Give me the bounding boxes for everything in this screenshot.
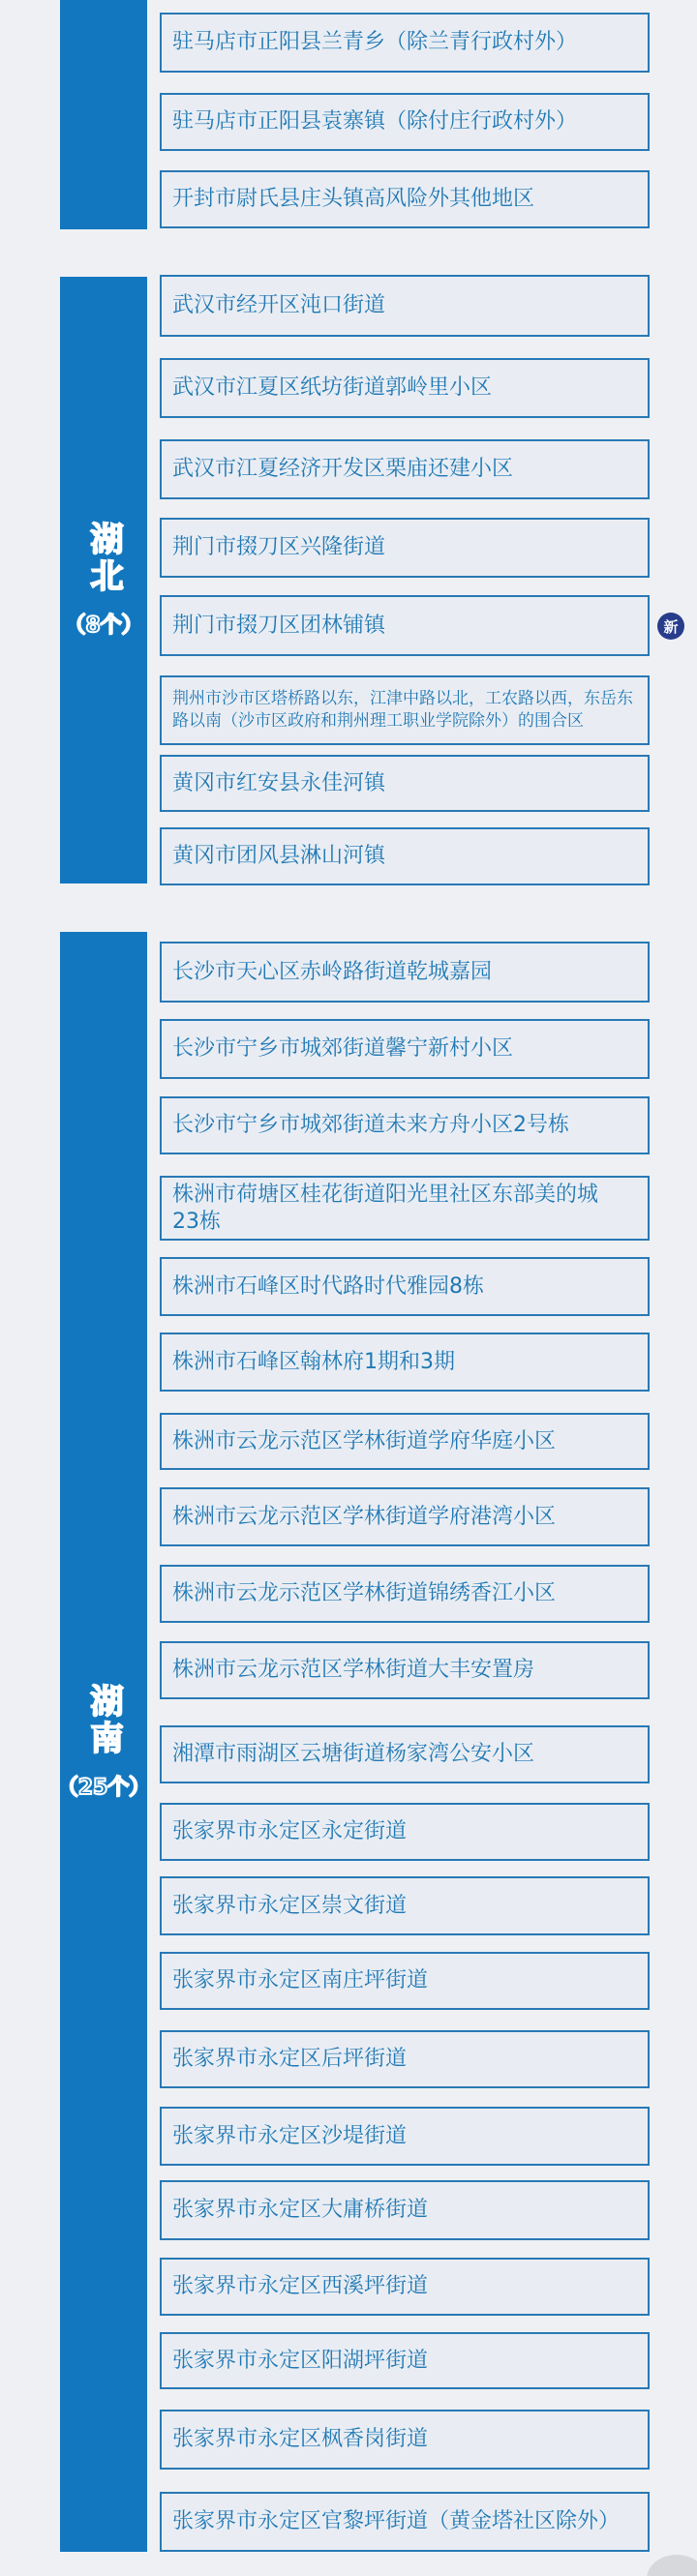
cutoff-gray-element [647,2555,697,2576]
risk-area-item [160,13,650,73]
risk-area-text: 株洲市云龙示范区学林街道锦绣香江小区 [172,1581,557,1605]
new-badge: 新 [657,613,684,640]
risk-area-item [160,2180,650,2240]
risk-area-item [160,518,650,578]
risk-area-text: 张家界市永定区阳湖坪街道 [172,2348,429,2373]
risk-area-text: 张家界市永定区大庸桥街道 [172,2198,429,2222]
risk-area-item [160,1952,650,2010]
risk-area-item [160,93,650,151]
risk-area-item [160,2030,650,2088]
risk-area-item [160,675,650,745]
province-label-hubei [60,277,147,884]
risk-area-item [160,170,650,228]
risk-area-text: 湘潭市雨湖区云塘街道杨家湾公安小区 [172,1742,535,1766]
risk-area-text: 株洲市石峰区时代路时代雅园8栋 [172,1273,484,1299]
risk-area-text: 武汉市江夏经济开发区栗庙还建小区 [172,457,514,481]
risk-area-item [160,1725,650,1783]
province-label-hunan [56,932,151,2552]
risk-area-item [160,2107,650,2166]
risk-area-text: 长沙市宁乡市城郊街道馨宁新村小区 [172,1036,514,1061]
risk-area-item [160,942,650,1003]
risk-area-item [160,827,650,885]
risk-area-text: 张家界市永定区官黎坪街道（黄金塔社区除外） [172,2509,621,2533]
risk-area-text: 张家界市永定区枫香岗街道 [172,2427,429,2451]
risk-area-text: 武汉市经开区沌口街道 [172,293,386,317]
risk-area-text: 张家界市永定区崇文街道 [172,1893,408,1918]
risk-area-item [160,1257,650,1316]
risk-area-item [160,1487,650,1546]
risk-area-item [160,1803,650,1861]
province-name: 湖南 [84,1683,124,1757]
risk-area-item [160,1641,650,1699]
risk-area-item [160,2410,650,2470]
risk-area-item [160,1565,650,1623]
risk-area-item [160,275,650,337]
province-name: 湖北 [84,522,124,595]
risk-area-text: 荆门市掇刀区兴隆街道 [172,535,386,559]
risk-area-item [160,358,650,418]
risk-area-text: 长沙市天心区赤岭路街道乾城嘉园 [172,959,493,984]
risk-area-text: 荆门市掇刀区团林铺镇 [172,613,386,638]
province-count: （8个） [64,614,143,638]
province-count: （25个） [56,1775,151,1800]
risk-area-text: 张家界市永定区沙堤街道 [172,2123,408,2148]
risk-area-text: 株洲市荷塘区桂花街道阳光里社区东部美的城23栋 [172,1182,599,1234]
risk-area-item [160,1096,650,1154]
risk-area-text: 荆州市沙市区塔桥路以东，江津中路以北，工农路以西，东岳东路以南（沙市区政府和荆州理工职业学院除外）的围合区 [172,689,633,731]
risk-area-text: 开封市尉氏县庄头镇高风险外其他地区 [172,187,535,211]
risk-area-item [160,595,650,656]
risk-area-item [160,1176,650,1241]
risk-area-text: 株洲市云龙示范区学林街道大丰安置房 [172,1658,535,1682]
risk-area-item [160,2492,650,2552]
risk-area-text: 株洲市云龙示范区学林街道学府港湾小区 [172,1504,557,1529]
risk-area-item [160,1333,650,1392]
risk-area-text: 驻马店市正阳县袁寨镇（除付庄行政村外） [172,109,578,134]
risk-area-text: 张家界市永定区永定街道 [172,1819,408,1843]
risk-area-item [160,439,650,499]
risk-area-text: 武汉市江夏区纸坊街道郭岭里小区 [172,375,493,400]
risk-area-text: 驻马店市正阳县兰青乡（除兰青行政村外） [172,30,578,54]
risk-area-text: 张家界市永定区南庄坪街道 [172,1968,429,1992]
risk-area-item [160,2258,650,2316]
risk-area-text: 张家界市永定区西溪坪街道 [172,2274,429,2298]
province-bar-top [60,0,147,229]
risk-area-text: 长沙市宁乡市城郊街道未来方舟小区2号栋 [172,1113,569,1137]
risk-area-text: 黄冈市团风县淋山河镇 [172,844,386,868]
risk-area-text: 株洲市云龙示范区学林街道学府华庭小区 [172,1428,557,1453]
risk-area-text: 黄冈市红安县永佳河镇 [172,770,386,795]
risk-area-text: 张家界市永定区后坪街道 [172,2047,408,2071]
risk-area-item [160,1413,650,1470]
risk-area-item [160,2332,650,2389]
risk-area-text: 株洲市石峰区翰林府1期和3期 [172,1349,455,1374]
risk-area-item [160,755,650,812]
risk-area-item [160,1876,650,1935]
risk-area-item [160,1019,650,1079]
